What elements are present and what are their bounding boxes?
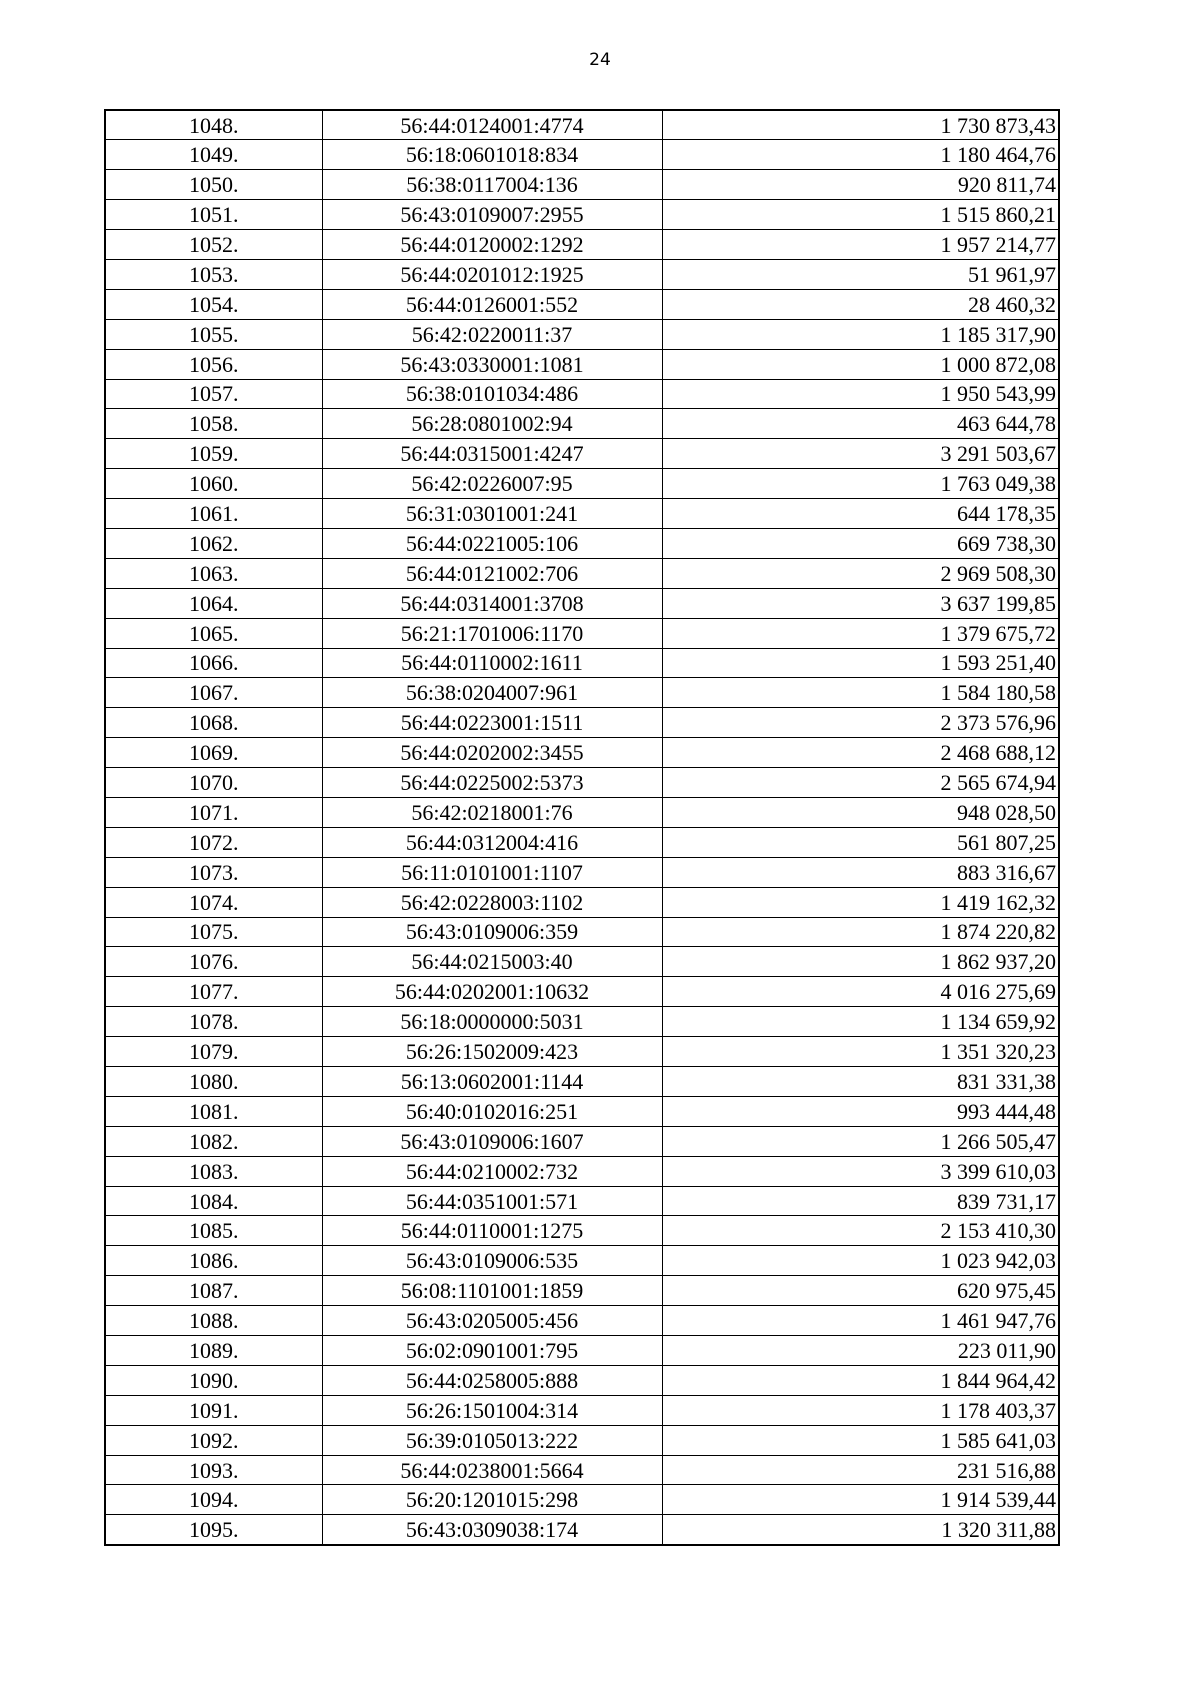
table-row: [105, 977, 1059, 1007]
table-row: [105, 1485, 1059, 1515]
cadastral-number-cell: 56:43:0109006:359: [322, 917, 662, 947]
cadastral-number-cell: 56:43:0205005:456: [322, 1306, 662, 1336]
cadastral-number-cell: 56:13:0602001:1144: [322, 1067, 662, 1097]
cadastral-number-cell: 56:43:0309038:174: [322, 1515, 662, 1545]
row-number-cell: 1079.: [105, 1037, 322, 1067]
table-row: [105, 379, 1059, 409]
row-number-cell: 1086.: [105, 1246, 322, 1276]
cadastral-number-cell: 56:44:0120002:1292: [322, 230, 662, 260]
value-cell: 1 379 675,72: [662, 618, 1059, 648]
table-row: [105, 140, 1059, 170]
cadastral-number-cell: 56:38:0101034:486: [322, 379, 662, 409]
row-number-cell: 1073.: [105, 857, 322, 887]
value-cell: 2 373 576,96: [662, 708, 1059, 738]
value-cell: 883 316,67: [662, 857, 1059, 887]
cadastral-number-cell: 56:43:0109007:2955: [322, 200, 662, 230]
row-number-cell: 1081.: [105, 1096, 322, 1126]
value-cell: 28 460,32: [662, 289, 1059, 319]
cadastral-number-cell: 56:44:0110002:1611: [322, 648, 662, 678]
value-cell: 831 331,38: [662, 1067, 1059, 1097]
row-number-cell: 1091.: [105, 1395, 322, 1425]
table-row: [105, 857, 1059, 887]
cadastral-number-cell: 56:42:0226007:95: [322, 469, 662, 499]
row-number-cell: 1083.: [105, 1156, 322, 1186]
table-row: [105, 947, 1059, 977]
table-row: [105, 1246, 1059, 1276]
value-cell: 620 975,45: [662, 1276, 1059, 1306]
row-number-cell: 1052.: [105, 230, 322, 260]
value-cell: 1 763 049,38: [662, 469, 1059, 499]
value-cell: 2 468 688,12: [662, 738, 1059, 768]
value-cell: 1 950 543,99: [662, 379, 1059, 409]
table-row: [105, 469, 1059, 499]
value-cell: 644 178,35: [662, 499, 1059, 529]
row-number-cell: 1059.: [105, 439, 322, 469]
cadastral-number-cell: 56:44:0312004:416: [322, 827, 662, 857]
value-cell: 3 399 610,03: [662, 1156, 1059, 1186]
value-cell: 1 134 659,92: [662, 1007, 1059, 1037]
cadastral-number-cell: 56:26:1502009:423: [322, 1037, 662, 1067]
value-cell: 1 874 220,82: [662, 917, 1059, 947]
table-row: [105, 1365, 1059, 1395]
row-number-cell: 1074.: [105, 887, 322, 917]
row-number-cell: 1093.: [105, 1455, 322, 1485]
cadastral-number-cell: 56:44:0210002:732: [322, 1156, 662, 1186]
table-row: [105, 708, 1059, 738]
row-number-cell: 1056.: [105, 349, 322, 379]
value-cell: 51 961,97: [662, 259, 1059, 289]
row-number-cell: 1058.: [105, 409, 322, 439]
table-row: [105, 1096, 1059, 1126]
table-row: [105, 289, 1059, 319]
cadastral-number-cell: 56:21:1701006:1170: [322, 618, 662, 648]
cadastral-number-cell: 56:44:0215003:40: [322, 947, 662, 977]
cadastral-number-cell: 56:44:0202002:3455: [322, 738, 662, 768]
table-row: [105, 558, 1059, 588]
cadastral-number-cell: 56:44:0238001:5664: [322, 1455, 662, 1485]
cadastral-number-cell: 56:44:0314001:3708: [322, 588, 662, 618]
value-cell: 1 515 860,21: [662, 200, 1059, 230]
cadastral-number-cell: 56:44:0221005:106: [322, 528, 662, 558]
cadastral-number-cell: 56:42:0228003:1102: [322, 887, 662, 917]
table-row: [105, 499, 1059, 529]
cadastral-number-cell: 56:44:0258005:888: [322, 1365, 662, 1395]
row-number-cell: 1060.: [105, 469, 322, 499]
cadastral-number-cell: 56:02:0901001:795: [322, 1336, 662, 1366]
table-row: [105, 528, 1059, 558]
value-cell: 1 730 873,43: [662, 110, 1059, 140]
cadastral-number-cell: 56:44:0223001:1511: [322, 708, 662, 738]
row-number-cell: 1075.: [105, 917, 322, 947]
table-row: [105, 1126, 1059, 1156]
table-row: [105, 409, 1059, 439]
table-row: [105, 349, 1059, 379]
table-row: [105, 1455, 1059, 1485]
table-row: [105, 768, 1059, 798]
table-row: [105, 618, 1059, 648]
cadastral-number-cell: 56:11:0101001:1107: [322, 857, 662, 887]
row-number-cell: 1064.: [105, 588, 322, 618]
row-number-cell: 1050.: [105, 170, 322, 200]
value-cell: 1 185 317,90: [662, 319, 1059, 349]
value-cell: 3 637 199,85: [662, 588, 1059, 618]
row-number-cell: 1069.: [105, 738, 322, 768]
row-number-cell: 1055.: [105, 319, 322, 349]
value-cell: 948 028,50: [662, 797, 1059, 827]
table-row: [105, 170, 1059, 200]
cadastral-number-cell: 56:44:0225002:5373: [322, 768, 662, 798]
cadastral-number-cell: 56:42:0218001:76: [322, 797, 662, 827]
row-number-cell: 1063.: [105, 558, 322, 588]
row-number-cell: 1095.: [105, 1515, 322, 1545]
value-cell: 4 016 275,69: [662, 977, 1059, 1007]
table-row: [105, 1007, 1059, 1037]
value-cell: 1 585 641,03: [662, 1425, 1059, 1455]
cadastral-number-cell: 56:28:0801002:94: [322, 409, 662, 439]
value-cell: 1 351 320,23: [662, 1037, 1059, 1067]
row-number-cell: 1068.: [105, 708, 322, 738]
cadastral-number-cell: 56:44:0110001:1275: [322, 1216, 662, 1246]
value-cell: 223 011,90: [662, 1336, 1059, 1366]
table-row: [105, 319, 1059, 349]
cadastral-value-table: [104, 109, 1060, 1546]
row-number-cell: 1080.: [105, 1067, 322, 1097]
value-cell: 3 291 503,67: [662, 439, 1059, 469]
row-number-cell: 1084.: [105, 1186, 322, 1216]
row-number-cell: 1072.: [105, 827, 322, 857]
cadastral-number-cell: 56:43:0109006:1607: [322, 1126, 662, 1156]
table-row: [105, 110, 1059, 140]
cadastral-number-cell: 56:18:0601018:834: [322, 140, 662, 170]
value-cell: 993 444,48: [662, 1096, 1059, 1126]
table-row: [105, 887, 1059, 917]
table-row: [105, 648, 1059, 678]
table-row: [105, 259, 1059, 289]
row-number-cell: 1066.: [105, 648, 322, 678]
row-number-cell: 1054.: [105, 289, 322, 319]
cadastral-number-cell: 56:38:0117004:136: [322, 170, 662, 200]
table-row: [105, 678, 1059, 708]
value-cell: 1 584 180,58: [662, 678, 1059, 708]
cadastral-number-cell: 56:31:0301001:241: [322, 499, 662, 529]
row-number-cell: 1077.: [105, 977, 322, 1007]
value-cell: 1 000 872,08: [662, 349, 1059, 379]
value-cell: 1 957 214,77: [662, 230, 1059, 260]
cadastral-number-cell: 56:38:0204007:961: [322, 678, 662, 708]
cadastral-number-cell: 56:42:0220011:37: [322, 319, 662, 349]
value-cell: 1 320 311,88: [662, 1515, 1059, 1545]
value-cell: 920 811,74: [662, 170, 1059, 200]
value-cell: 1 844 964,42: [662, 1365, 1059, 1395]
table-row: [105, 917, 1059, 947]
table-row: [105, 200, 1059, 230]
table-body: [105, 110, 1059, 1545]
row-number-cell: 1088.: [105, 1306, 322, 1336]
cadastral-number-cell: 56:44:0124001:4774: [322, 110, 662, 140]
row-number-cell: 1057.: [105, 379, 322, 409]
table-row: [105, 827, 1059, 857]
cadastral-number-cell: 56:44:0201012:1925: [322, 259, 662, 289]
cadastral-number-cell: 56:43:0330001:1081: [322, 349, 662, 379]
value-cell: 2 153 410,30: [662, 1216, 1059, 1246]
table-row: [105, 1067, 1059, 1097]
value-cell: 2 969 508,30: [662, 558, 1059, 588]
table-row: [105, 738, 1059, 768]
table-row: [105, 1216, 1059, 1246]
value-cell: 1 023 942,03: [662, 1246, 1059, 1276]
table-row: [105, 588, 1059, 618]
row-number-cell: 1082.: [105, 1126, 322, 1156]
cadastral-number-cell: 56:08:1101001:1859: [322, 1276, 662, 1306]
table-row: [105, 1156, 1059, 1186]
row-number-cell: 1065.: [105, 618, 322, 648]
table-row: [105, 1425, 1059, 1455]
table-row: [105, 797, 1059, 827]
value-cell: 1 178 403,37: [662, 1395, 1059, 1425]
row-number-cell: 1053.: [105, 259, 322, 289]
row-number-cell: 1085.: [105, 1216, 322, 1246]
table-row: [105, 1276, 1059, 1306]
value-cell: 1 180 464,76: [662, 140, 1059, 170]
value-cell: 1 914 539,44: [662, 1485, 1059, 1515]
table-row: [105, 1395, 1059, 1425]
table-row: [105, 1186, 1059, 1216]
table-row: [105, 439, 1059, 469]
cadastral-number-cell: 56:44:0315001:4247: [322, 439, 662, 469]
row-number-cell: 1078.: [105, 1007, 322, 1037]
table-row: [105, 1037, 1059, 1067]
value-cell: 561 807,25: [662, 827, 1059, 857]
row-number-cell: 1089.: [105, 1336, 322, 1366]
value-cell: 669 738,30: [662, 528, 1059, 558]
page-number: 24: [589, 50, 611, 70]
row-number-cell: 1092.: [105, 1425, 322, 1455]
table-row: [105, 1515, 1059, 1545]
value-cell: 231 516,88: [662, 1455, 1059, 1485]
cadastral-number-cell: 56:18:0000000:5031: [322, 1007, 662, 1037]
row-number-cell: 1076.: [105, 947, 322, 977]
row-number-cell: 1051.: [105, 200, 322, 230]
cadastral-number-cell: 56:43:0109006:535: [322, 1246, 662, 1276]
row-number-cell: 1048.: [105, 110, 322, 140]
cadastral-number-cell: 56:44:0202001:10632: [322, 977, 662, 1007]
value-cell: 1 862 937,20: [662, 947, 1059, 977]
row-number-cell: 1071.: [105, 797, 322, 827]
table-row: [105, 1306, 1059, 1336]
cadastral-number-cell: 56:44:0121002:706: [322, 558, 662, 588]
value-cell: 1 419 162,32: [662, 887, 1059, 917]
row-number-cell: 1049.: [105, 140, 322, 170]
value-cell: 2 565 674,94: [662, 768, 1059, 798]
row-number-cell: 1062.: [105, 528, 322, 558]
row-number-cell: 1067.: [105, 678, 322, 708]
value-cell: 839 731,17: [662, 1186, 1059, 1216]
cadastral-number-cell: 56:44:0351001:571: [322, 1186, 662, 1216]
cadastral-number-cell: 56:44:0126001:552: [322, 289, 662, 319]
cadastral-number-cell: 56:39:0105013:222: [322, 1425, 662, 1455]
row-number-cell: 1070.: [105, 768, 322, 798]
value-cell: 1 266 505,47: [662, 1126, 1059, 1156]
value-cell: 1 593 251,40: [662, 648, 1059, 678]
row-number-cell: 1090.: [105, 1365, 322, 1395]
row-number-cell: 1094.: [105, 1485, 322, 1515]
cadastral-number-cell: 56:26:1501004:314: [322, 1395, 662, 1425]
value-cell: 1 461 947,76: [662, 1306, 1059, 1336]
table-row: [105, 230, 1059, 260]
row-number-cell: 1087.: [105, 1276, 322, 1306]
value-cell: 463 644,78: [662, 409, 1059, 439]
table-row: [105, 1336, 1059, 1366]
cadastral-number-cell: 56:40:0102016:251: [322, 1096, 662, 1126]
row-number-cell: 1061.: [105, 499, 322, 529]
cadastral-number-cell: 56:20:1201015:298: [322, 1485, 662, 1515]
